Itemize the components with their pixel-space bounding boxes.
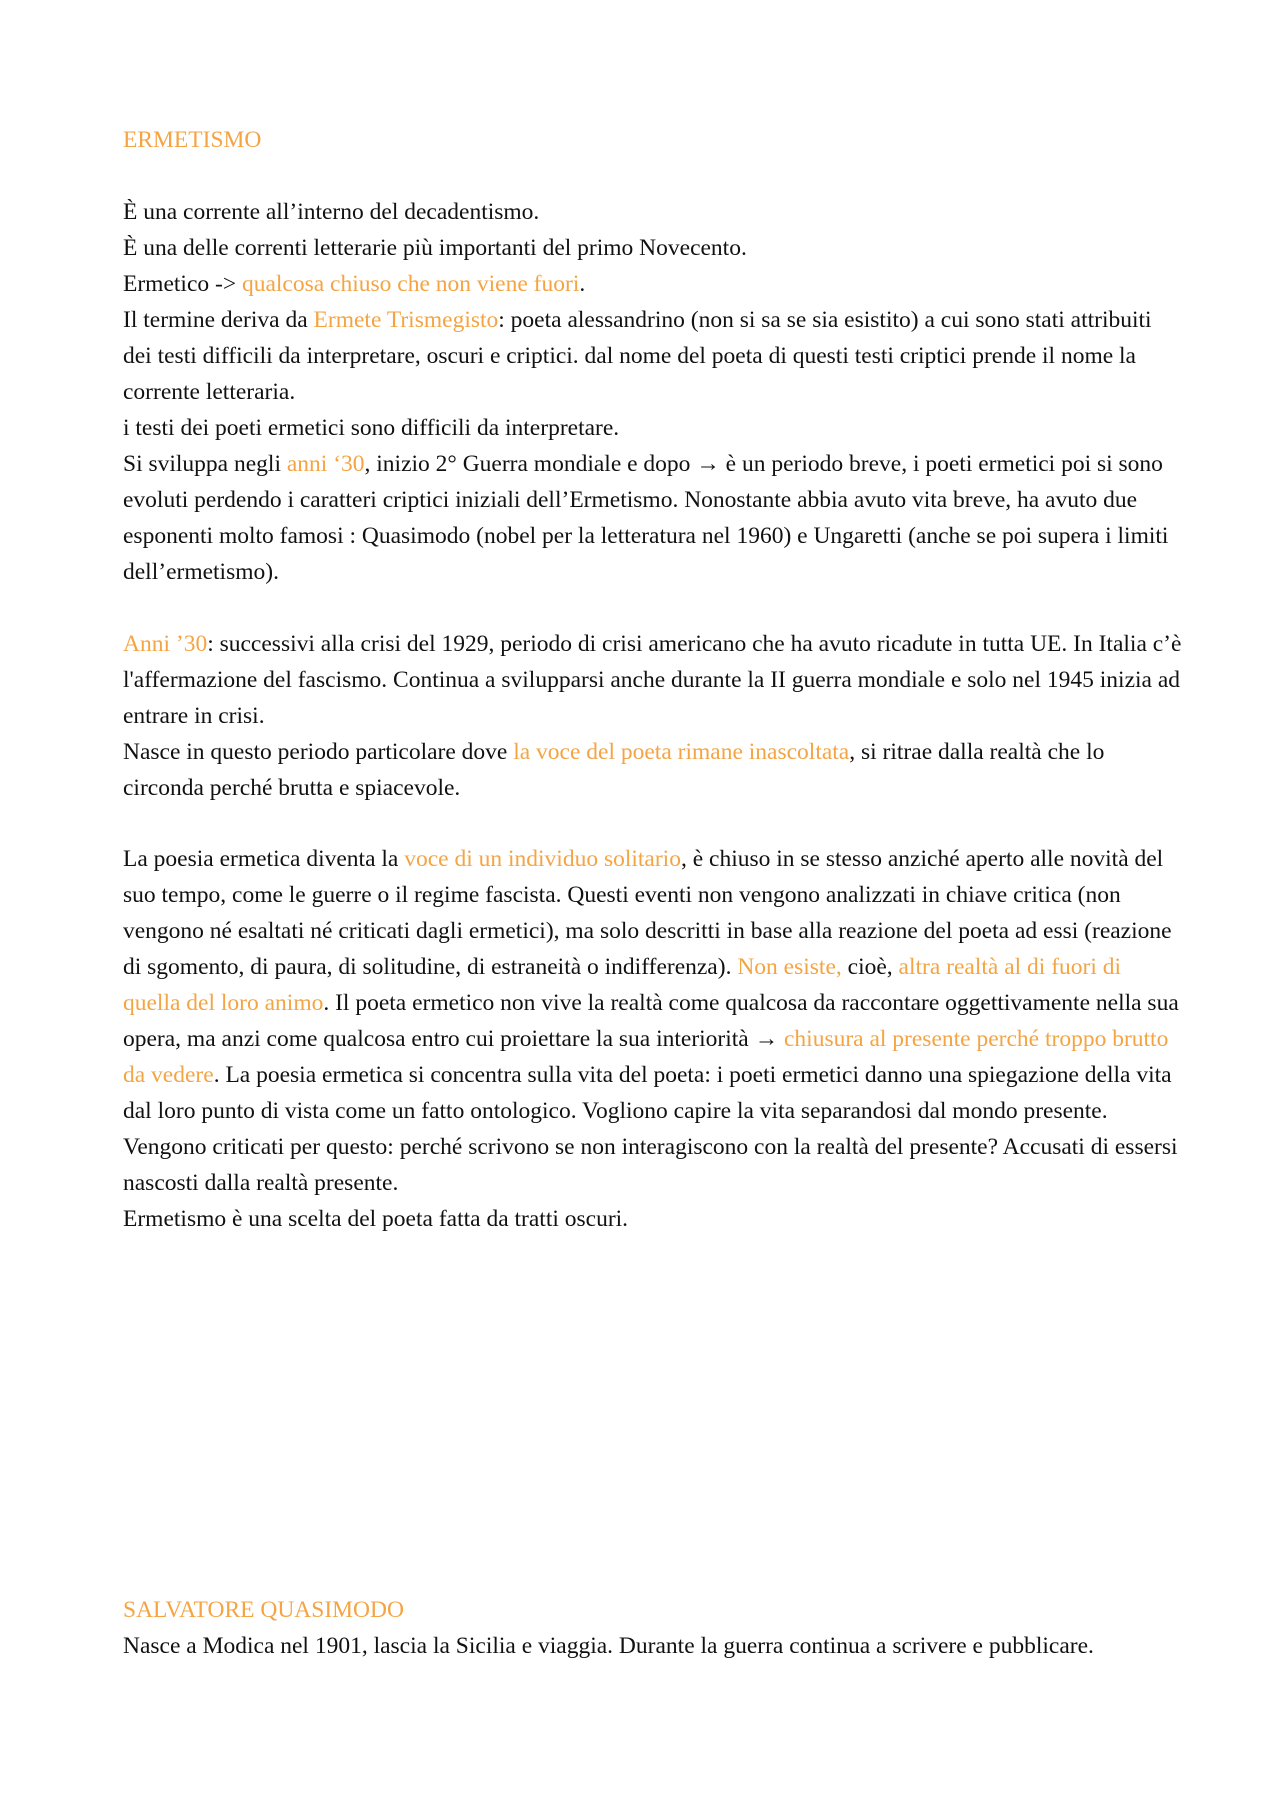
section-body-quasimodo [123,1628,1183,1664]
paragraph-conclusione: Ermetismo è una scelta del poeta fatta da tratti oscuri. [123,1206,629,1232]
paragraph-poesia [123,841,1183,1201]
poesia-text-1: La poesia ermetica diventa la [123,846,405,872]
highlight-ermetico: qualcosa chiuso che non viene fuori [241,271,580,297]
section-body-anni30 [123,626,1183,806]
termine-prefix: Il termine deriva da [123,307,314,333]
highlight-ermete-trismegisto: Ermete Trismegisto [313,307,499,333]
ermetico-prefix: Ermetico -> [123,271,242,297]
section-body-poesia [123,841,1183,1237]
highlight-voce-inascoltata: la voce del poeta rimane inascoltata [513,739,850,765]
termine-suffix: : poeta alessandrino (non si sa se sia esistito) a cui sono stati attribuiti dei testi difficili da interpretare, oscuri e criptici. dal nome del poeta di questi testi criptici prende il nome la corrente letteraria. [123,307,1152,405]
paragraph-testi: i testi dei poeti ermetici sono difficili da interpretare. [123,415,620,441]
paragraph-intro-2: È una delle correnti letterarie più importanti del primo Novecento. [123,235,747,261]
ermetico-suffix: . [579,271,586,297]
poesia-text-2: , è chiuso in se stesso anziché aperto alle novità del suo tempo, come le guerre o il regime fascista. Questi eventi non vengono analizzati in chiave critica (non vengono né esaltati né criticati dagli ermetici), ma solo descritti in base alla reazione del poeta ad essi (reazione di sgomento, di paura, di solitudine, di estraneità o indifferenza). [123,846,1172,980]
nasce-suffix: , si ritrae dalla realtà che lo circonda perché brutta e spiacevole. [123,739,1105,801]
highlight-altra-realta: altra realtà al di fuori di quella del loro animo [123,954,1122,1016]
highlight-voce-individuo: voce di un individuo solitario [404,846,681,872]
section-body-intro [123,194,1183,590]
highlight-chiusura-presente: chiusura al presente perché troppo brutto da vedere [123,1026,1169,1088]
paragraph-intro-1: È una corrente all’interno del decadentismo. [123,199,540,225]
poesia-text-4: . Il poeta ermetico non vive la realtà come qualcosa da raccontare oggettivamente nella sua opera, ma anzi come qualcosa entro cui proiettare la sua interiorità → [123,990,1179,1052]
paragraph-sviluppo [123,446,1183,590]
sviluppo-suffix: , inizio 2° Guerra mondiale e dopo → è un periodo breve, i poeti ermetici poi si sono evoluti perdendo i caratteri criptici iniziali dell’Ermetismo. Nonostante abbia avuto vita breve, ha avuto due esponenti molto famosi : Quasimodo (nobel per la letteratura nel 1960) e Ungaretti (anche se poi supera i limiti dell’ermetismo). [123,451,1169,585]
paragraph-ermetico [123,266,1183,302]
paragraph-termine [123,302,1183,410]
highlight-non-esiste: Non esiste, [737,954,842,980]
sviluppo-prefix: Si sviluppa negli [123,451,287,477]
highlight-anni30-label: Anni ’30 [123,631,208,657]
paragraph-nasce [123,734,1183,806]
section-title-ermetismo: ERMETISMO [123,127,262,153]
poesia-text-5: . La poesia ermetica si concentra sulla vita del poeta: i poeti ermetici danno una spiegazione della vita dal loro punto di vista come un fatto ontologico. Vogliono capire la vita separandosi dal mondo presente. Vengono criticati per questo: perché scrivono se non interagiscono con la realtà del presente? Accusati di essersi nascosti dalla realtà presente. [123,1062,1178,1196]
anni30-suffix: : successivi alla crisi del 1929, periodo di crisi americano che ha avuto ricadute in tutta UE. In Italia c’è l'affermazione del fascismo. Continua a svilupparsi anche durante la II guerra mondiale e solo nel 1945 inizia ad entrare in crisi. [123,631,1182,729]
section-title-quasimodo: SALVATORE QUASIMODO [123,1597,404,1623]
paragraph-quasimodo: Nasce a Modica nel 1901, lascia la Sicilia e viaggia. Durante la guerra continua a scrivere e pubblicare. [123,1633,1094,1659]
nasce-prefix: Nasce in questo periodo particolare dove [123,739,514,765]
poesia-text-3: cioè, [841,954,899,980]
paragraph-anni30 [123,626,1183,734]
highlight-anni-30: anni ‘30 [286,451,365,477]
